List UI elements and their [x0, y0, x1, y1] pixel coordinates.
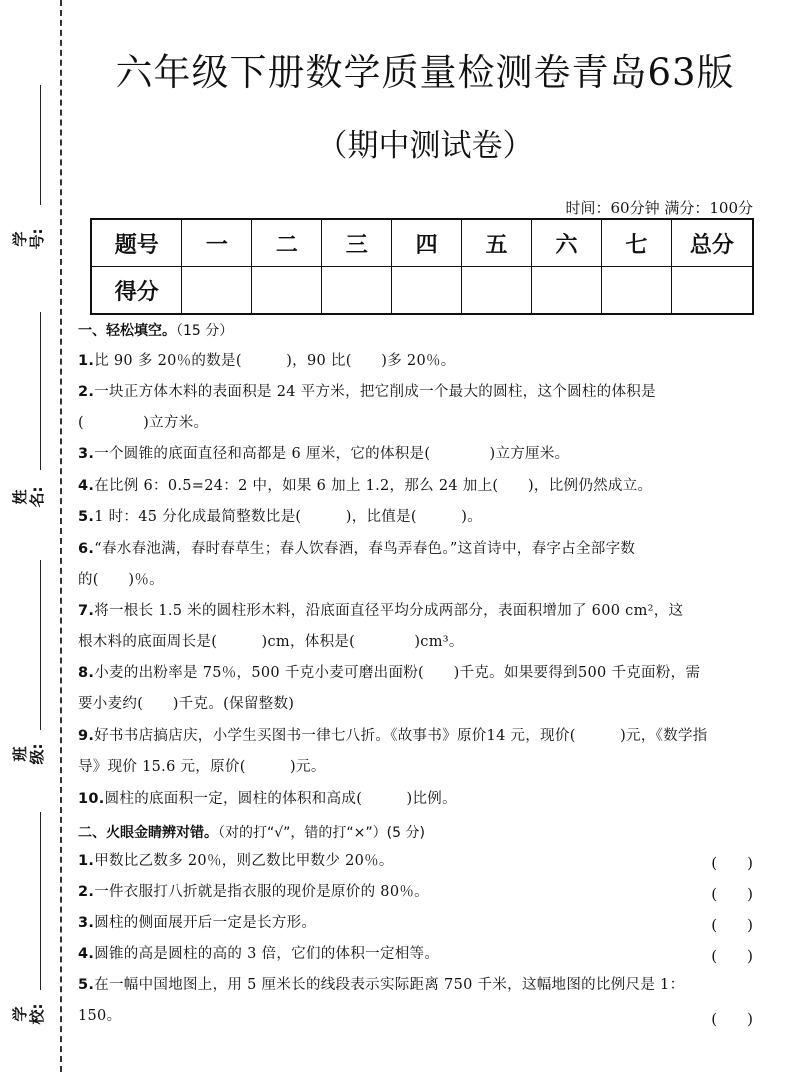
- question-text-continued: 的( )％。: [78, 572, 164, 588]
- school-label: 学校:: [11, 1003, 46, 1025]
- question-1-7: [78, 596, 752, 658]
- score-table-cell: 三: [322, 219, 392, 267]
- question-number: 4.: [78, 478, 95, 494]
- score-table-cell-label: 得分: [91, 267, 182, 315]
- name-blank-line[interactable]: [40, 312, 41, 470]
- score-table-cell: 一: [182, 219, 252, 267]
- answer-parentheses[interactable]: ( ): [711, 916, 753, 934]
- question-number: 2.: [78, 384, 95, 400]
- score-table-cell: 七: [601, 219, 671, 267]
- question-number: 6.: [78, 541, 95, 557]
- time-and-score-info: 时间：60分钟 满分：100分: [565, 199, 753, 217]
- score-input-cell[interactable]: [322, 267, 392, 315]
- exam-subtitle: （期中测试卷）: [316, 128, 534, 164]
- question-text: 在比例 6：0.5=24：2 中，如果 6 加上 1.2，那么 24 加上( )，比例仍然成立。: [94, 478, 653, 494]
- score-input-cell[interactable]: [532, 267, 602, 315]
- question-1-8: [78, 658, 752, 720]
- name-label: 姓名:: [11, 486, 46, 508]
- question-number: 4.: [78, 946, 95, 962]
- judge-question-3: [78, 908, 752, 939]
- question-1-9: [78, 721, 752, 783]
- question-text: 将一根长 1.5 米的圆柱形木料，沿底面直径平均分成两部分，表面积增加了 600 cm²，这: [94, 603, 684, 619]
- class-blank-line[interactable]: [40, 560, 41, 730]
- question-text: 小麦的出粉率是 75％，500 千克小麦可磨出面粉( )千克。如果要得到500 千克面粉，需: [94, 665, 701, 681]
- question-number: 3.: [78, 915, 95, 931]
- question-number: 9.: [78, 728, 95, 744]
- answer-parentheses[interactable]: ( ): [711, 854, 753, 872]
- question-text: 一个圆锥的底面直径和高都是 6 厘米，它的体积是( )立方厘米。: [94, 446, 570, 462]
- question-text: “春水春池满，春时春草生；春人饮春酒，春鸟弄春色。”这首诗中，春字占全部字数: [94, 541, 636, 557]
- score-table-cell-total: 总分: [671, 219, 753, 267]
- student-id-blank-line[interactable]: [40, 85, 41, 205]
- question-text: 圆锥的高是圆柱的高的 3 倍，它们的体积一定相等。: [94, 946, 440, 962]
- question-number: 7.: [78, 603, 95, 619]
- question-text: 甲数比乙数多 20％，则乙数比甲数少 20％。: [94, 853, 394, 869]
- question-1-3: [78, 439, 752, 470]
- question-text: 圆柱的底面积一定，圆柱的体积和高成( )比例。: [104, 791, 457, 807]
- score-table-header-row: [91, 219, 753, 267]
- score-input-cell[interactable]: [601, 267, 671, 315]
- question-number: 1.: [78, 853, 95, 869]
- judge-question-4: [78, 939, 752, 970]
- question-number: 8.: [78, 665, 95, 681]
- score-input-cell[interactable]: [252, 267, 322, 315]
- section1-points: （15 分）: [176, 323, 234, 339]
- question-number: 2.: [78, 884, 95, 900]
- score-table: [90, 218, 754, 315]
- question-text-continued: 根木料的底面周长是( )cm，体积是( )cm³。: [78, 634, 464, 650]
- section1-title: 一、轻松填空。: [78, 323, 176, 339]
- question-text-continued: ( )立方米。: [78, 415, 209, 431]
- judge-question-1: [78, 846, 752, 877]
- section2-title: 二、火眼金睛辨对错。: [78, 825, 218, 841]
- question-1-10: [78, 784, 752, 815]
- question-text: 在一幅中国地图上，用 5 厘米长的线段表示实际距离 750 千米，这幅地图的比例尺是 1：: [94, 977, 685, 993]
- score-table-score-row: [91, 267, 753, 315]
- judge-question-5: [78, 970, 752, 1032]
- score-input-cell-total[interactable]: [671, 267, 753, 315]
- score-table-cell-label: 题号: [91, 219, 182, 267]
- score-table-cell: 二: [252, 219, 322, 267]
- question-text: 1 时：45 分化成最简整数比是( )，比值是( )。: [94, 509, 483, 525]
- score-table-cell: 六: [532, 219, 602, 267]
- question-text: 圆柱的侧面展开后一定是长方形。: [94, 915, 317, 931]
- section1-heading: [78, 320, 233, 340]
- school-blank-line[interactable]: [40, 812, 41, 990]
- question-number: 5.: [78, 977, 95, 993]
- judge-question-2: [78, 877, 752, 908]
- question-number: 1.: [78, 353, 95, 369]
- class-label: 班级:: [11, 743, 46, 765]
- question-text-continued: 150。: [78, 1008, 122, 1024]
- score-table-cell: 四: [392, 219, 462, 267]
- question-text: 一件衣服打八折就是指衣服的现价是原价的 80％。: [94, 884, 429, 900]
- score-input-cell[interactable]: [392, 267, 462, 315]
- question-text: 比 90 多 20％的数是( )，90 比( )多 20％。: [94, 353, 456, 369]
- question-text-continued: 导》现价 15.6 元，原价( )元。: [78, 759, 326, 775]
- answer-parentheses[interactable]: ( ): [711, 885, 753, 903]
- question-number: 3.: [78, 446, 95, 462]
- question-1-2: [78, 377, 752, 439]
- answer-parentheses[interactable]: ( ): [711, 1010, 753, 1028]
- question-number: 5.: [78, 509, 95, 525]
- score-input-cell[interactable]: [462, 267, 532, 315]
- score-table-cell: 五: [462, 219, 532, 267]
- answer-parentheses[interactable]: ( ): [711, 947, 753, 965]
- section2-heading: [78, 822, 425, 842]
- question-text-continued: 要小麦约( )千克。(保留整数): [78, 696, 295, 712]
- question-1-4: [78, 471, 752, 502]
- question-text: 好书书店搞店庆，小学生买图书一律七八折。《故事书》原价14 元，现价( )元，《数学指: [94, 728, 708, 744]
- question-1-6: [78, 534, 752, 596]
- exam-title: 六年级下册数学质量检测卷青岛63版: [115, 51, 735, 94]
- question-1-1: [78, 346, 752, 377]
- question-1-5: [78, 502, 752, 533]
- score-input-cell[interactable]: [182, 267, 252, 315]
- question-text: 一块正方体木料的表面积是 24 平方米，把它削成一个最大的圆柱，这个圆柱的体积是: [94, 384, 656, 400]
- question-number: 10.: [78, 791, 105, 807]
- student-id-label: 学号:: [11, 228, 46, 250]
- binding-dashed-line: [60, 0, 62, 1072]
- section2-note: （对的打“√”，错的打“×”）(5 分): [218, 825, 425, 841]
